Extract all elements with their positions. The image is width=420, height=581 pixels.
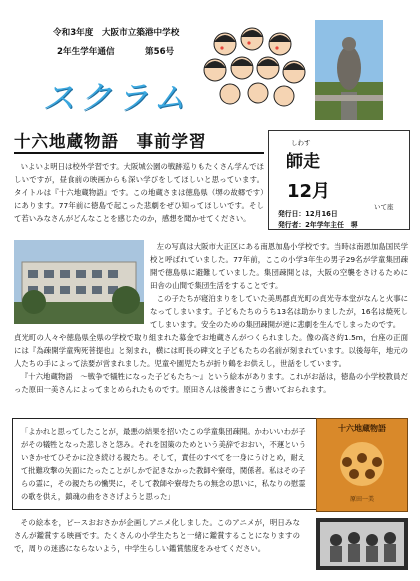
issue-date: 発行日：12月16日: [278, 210, 338, 218]
month-ruby: しわす: [291, 139, 311, 147]
children-group-illustration: [200, 22, 310, 112]
paragraph-jizo: 貞光町の人々や徳島県全県の学校で取り組まれた募金でお地蔵さんがつくられました。像の高さ約1.5m，台座の正面には『為疎開学童殉死菩提也』と刻まれ，横には町長の碑文と子どもたちの名前が刻まれています。以後毎年，地元の人たちの手によって法要が営まれました。児童や園児たちが折り鶴をお供えし，世話をしています。 『十六地蔵物語 ～戦争で犠牲になった子どもたち～』という絵本があります。これがお話は，徳島の小学校教員だった原田一美さんによってまとめられたものです。原田さんは後書きにこう書いておられます。: [14, 333, 408, 394]
book-author: 原田一美: [349, 496, 374, 503]
title-underline: [14, 152, 264, 154]
paragraph-intro: いよいよ明日は校外学習です。大阪城公園の戦跡巡りもたくさん学んでほしいですが，昼食前の映画からも深い学びをしてほしいと思っています。タイトルは『十六地蔵物語』です。この地蔵さまは徳島県（堺の故郷です）にあります。77年前に徳島で起こった悲劇をぜひ知ってほしいです。そして若いみなさんがどんなことを感じたのか，感想を聞かせてください。: [14, 162, 264, 223]
issue-number: 第56号: [145, 47, 175, 57]
book-title: 十六地蔵物語: [338, 424, 386, 433]
book-illustration: [317, 434, 407, 494]
month-number: 12月: [287, 181, 331, 202]
anime-still-photo: [316, 518, 408, 570]
zodiac-sign: いて座: [374, 203, 394, 211]
afterword-quote: 「よかれと思ってしたことが，最悪の結果を招いたこの学童集団疎開。かわいいわが子がその犠牲となった悲しさと怨み。それを国策のためという美辞でおおい，不運といういきかせてひそかに泣き続ける親たち。そして，責任のすべてを一身にうけとめ，耐えて批難攻撃の矢面にたったことがしかで記きなかった教師や寮母，関係者。私はその子らの霊に，その親たちの慟哭に，そして教師や寮母たちの無念の思いに，私なりの慰霊の歌を供え，鎮魂の曲をささげようと思った」: [12, 418, 318, 510]
article-title: 十六地蔵物語 事前学習: [14, 132, 207, 151]
school-name: 令和3年度 大阪市立築港中学校: [53, 28, 180, 38]
month-name: 師走: [286, 152, 320, 172]
paragraph-anime: その絵本を，ピースおおさかが企画しアニメ化しました。このアニメが，明日みなさんが鑑賞する映画です。たくさんの小学生たちと一緒に鑑賞することになりますので，周りの迷惑にならないよう，中学生らしい鑑賞態度をみせてください。: [14, 518, 300, 553]
paragraph-school: 左の写真は大阪市大正区にある南恩加島小学校です。当時は南恩加島国民学校と呼ばれていました。77年前，ここの小学3年生の男子29名が学童集団疎開で徳島県に避難していました。集団疎開とは，大阪の空襲をさけるために田舎の山間で集団生活をすることです。 この子たちが寝泊まりをしていた美馬郡貞光町の貞光寺本堂がなんと火事になってしまいます。子どもたちのうち13名は助かりましたが，16名は焼死してしまいます。安全のための集団疎開が逆に悲劇を生んでしまったのです。: [150, 242, 408, 329]
school-building-photo: [14, 240, 144, 324]
scrum-logo: スクラム: [42, 78, 190, 117]
jizo-statue-photo: [315, 20, 383, 120]
publisher: 発行者：2年学年主任 堺: [278, 221, 358, 229]
picture-book-cover: [316, 418, 408, 512]
newsletter-name: 2年生学年通信: [57, 47, 115, 57]
